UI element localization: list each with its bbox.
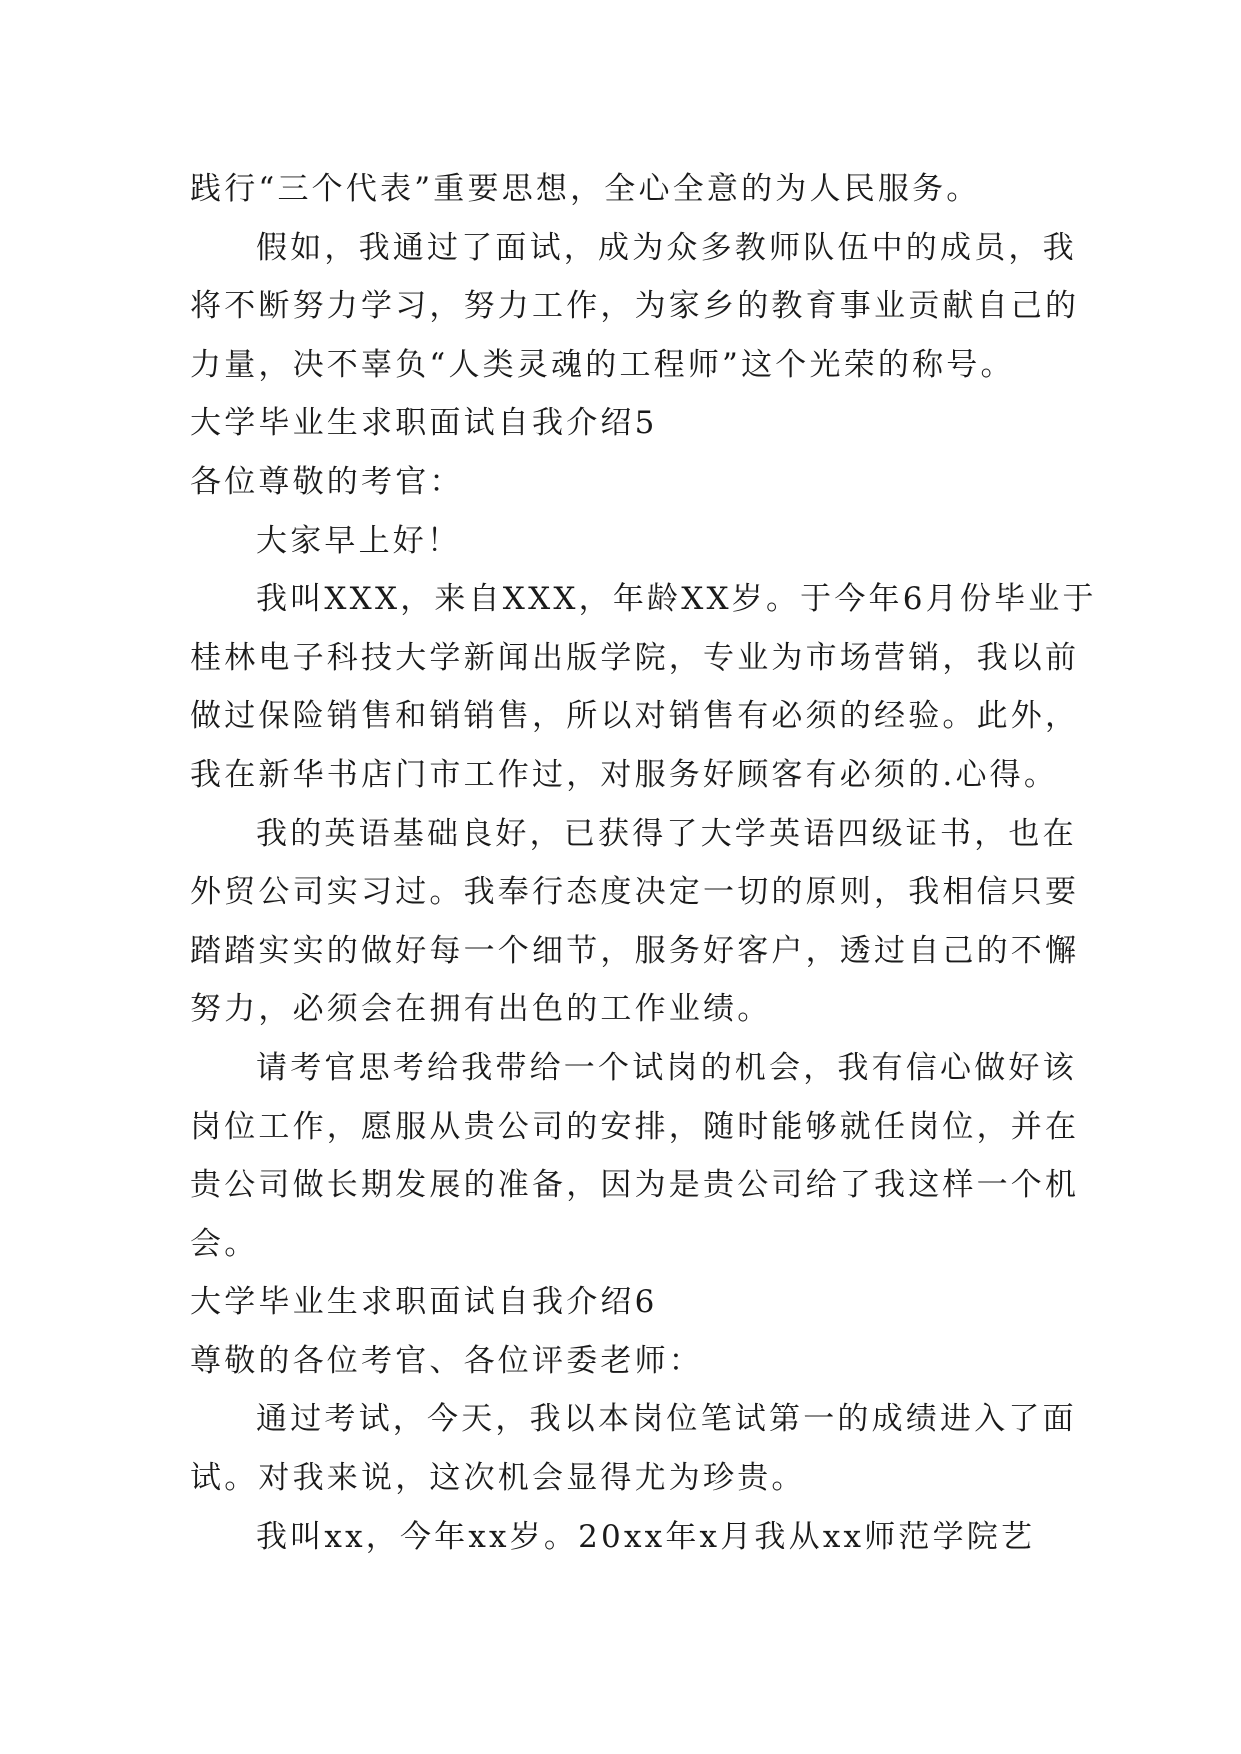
text-line: 努力，必须会在拥有出色的工作业绩。 <box>190 991 772 1028</box>
text-line: 试。对我来说，这次机会显得尤为珍贵。 <box>190 1460 806 1497</box>
text-line: 大家早上好！ <box>256 522 462 559</box>
text-line: 贵公司做长期发展的准备，因为是贵公司给了我这样一个机 <box>190 1167 1080 1204</box>
text-line: 力量，决不辜负“人类灵魂的工程师”这个光荣的称号。 <box>190 346 1015 383</box>
text-line: 将不断努力学习，努力工作，为家乡的教育事业贡献自己的 <box>190 288 1080 325</box>
salutation: 各位尊敬的考官： <box>190 463 464 500</box>
text-line: 我叫XXX，来自XXX，年龄XX岁。于今年6月份毕业于 <box>256 581 1097 618</box>
text-line: 践行“三个代表”重要思想，全心全意的为人民服务。 <box>190 171 981 207</box>
text-line: 我的英语基础良好，已获得了大学英语四级证书，也在 <box>256 815 1077 852</box>
text-line: 做过保险销售和销销售，所以对销售有必须的经验。此外， <box>190 698 1080 735</box>
text-line: 外贸公司实习过。我奉行态度决定一切的原则，我相信只要 <box>190 874 1080 911</box>
text-line: 桂林电子科技大学新闻出版学院，专业为市场营销，我以前 <box>190 639 1080 676</box>
text-line: 我在新华书店门市工作过，对服务好顾客有必须的.心得。 <box>190 756 1059 793</box>
text-line: 踏踏实实的做好每一个细节，服务好客户，透过自己的不懈 <box>190 932 1080 969</box>
document-body <box>190 160 1097 1566</box>
text-line: 请考官思考给我带给一个试岗的机会，我有信心做好该 <box>256 1049 1077 1086</box>
text-line: 会。 <box>190 1225 259 1262</box>
salutation: 尊敬的各位考官、各位评委老师： <box>190 1342 703 1379</box>
text-line: 假如，我通过了面试，成为众多教师队伍中的成员，我 <box>256 229 1077 266</box>
section-heading: 大学毕业生求职面试自我介绍6 <box>190 1284 658 1321</box>
text-line: 我叫xx，今年xx岁。20xx年x月我从xx师范学院艺 <box>256 1518 1036 1555</box>
text-line: 通过考试，今天，我以本岗位笔试第一的成绩进入了面 <box>256 1401 1077 1438</box>
section-heading: 大学毕业生求职面试自我介绍5 <box>190 405 658 442</box>
text-line: 岗位工作，愿服从贵公司的安排，随时能够就任岗位，并在 <box>190 1108 1080 1145</box>
